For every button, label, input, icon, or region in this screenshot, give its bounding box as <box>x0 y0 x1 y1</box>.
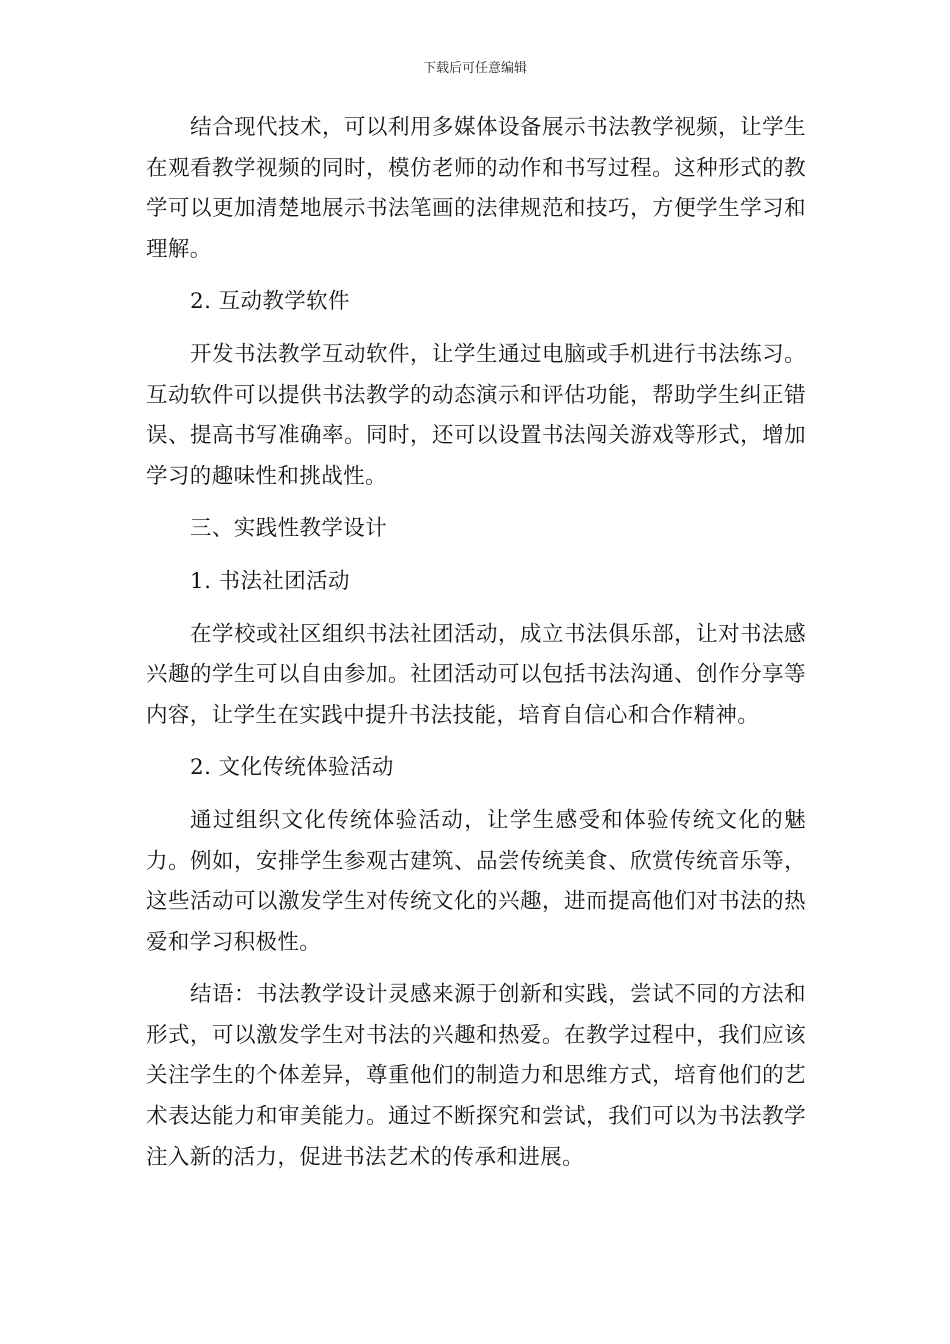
paragraph-interactive-software: 开发书法教学互动软件，让学生通过电脑或手机进行书法练习。互动软件可以提供书法教学的动态演示和评估功能，帮助学生纠正错误、提高书写准确率。同时，还可以设置书法闯关游戏等形式，增加学习的趣味性和挑战性。 <box>146 341 806 489</box>
paragraph-calligraphy-club: 在学校或社区组织书法社团活动，成立书法俱乐部，让对书法感兴趣的学生可以自由参加。社团活动可以包括书法沟通、创作分享等内容，让学生在实践中提升书法技能，培育自信心和合作精神。 <box>146 621 806 728</box>
page-header: 下载后可任意编辑 <box>422 61 527 76</box>
heading-interactive-software: 2. 互动教学软件 <box>190 289 350 315</box>
paragraph-multimedia: 结合现代技术，可以利用多媒体设备展示书法教学视频，让学生在观看教学视频的同时，模仿老师的动作和书写过程。这种形式的教学可以更加清楚地展示书法笔画的法律规范和技巧，方便学生学习和理解。 <box>146 115 806 262</box>
heading-calligraphy-club: 1. 书法社团活动 <box>190 568 350 594</box>
document-body <box>146 108 806 1190</box>
paragraph-cultural-experience: 通过组织文化传统体验活动，让学生感受和体验传统文化的魅力。例如，安排学生参观古建筑、品尝传统美食、欣赏传统音乐等，这些活动可以激发学生对传统文化的兴趣，进而提高他们对书法的热爱和学习积极性。 <box>146 807 806 955</box>
heading-practical-design: 三、实践性教学设计 <box>190 516 388 542</box>
heading-cultural-experience: 2. 文化传统体验活动 <box>190 755 394 781</box>
paragraph-conclusion: 结语：书法教学设计灵感来源于创新和实践，尝试不同的方法和形式，可以激发学生对书法的兴趣和热爱。在教学过程中，我们应该关注学生的个体差异，尊重他们的制造力和思维方式，培育他们的艺术表达能力和审美能力。通过不断探究和尝试，我们可以为书法教学注入新的活力，促进书法艺术的传承和进展。 <box>146 982 806 1170</box>
